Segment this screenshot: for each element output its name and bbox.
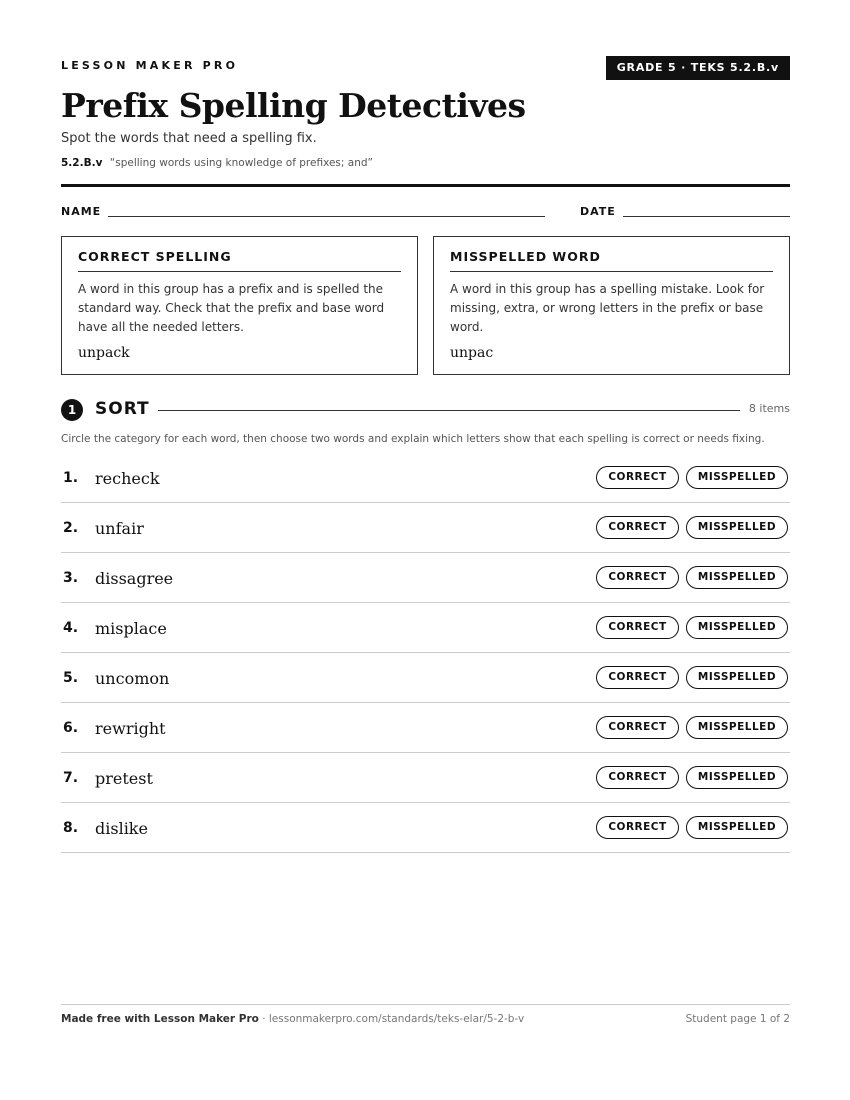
list-item [61, 653, 790, 703]
item-number: 2. [63, 520, 79, 536]
brand-name: LESSON MAKER PRO [61, 59, 239, 72]
item-number: 5. [63, 670, 79, 686]
name-label: NAME [61, 205, 102, 218]
sort-item-list [61, 453, 790, 853]
misspelled-option[interactable]: MISSPELLED [686, 766, 788, 789]
list-item [61, 603, 790, 653]
correct-option[interactable]: CORRECT [596, 816, 679, 839]
section-number-badge: 1 [61, 399, 83, 421]
standard-code: 5.2.B.v [61, 157, 103, 169]
box-heading: MISSPELLED WORD [450, 249, 773, 272]
page-title: Prefix Spelling Detectives [61, 86, 526, 125]
list-item [61, 803, 790, 853]
correct-option[interactable]: CORRECT [596, 466, 679, 489]
sort-instructions: Circle the category for each word, then choose two words and explain which letters show that each spelling is correct or needs fixing. [61, 433, 765, 445]
misspelled-option[interactable]: MISSPELLED [686, 466, 788, 489]
item-word: pretest [95, 769, 153, 788]
box-example-word: unpac [450, 345, 494, 361]
header-divider [61, 184, 790, 187]
item-word: dissagree [95, 569, 174, 588]
standard-line [61, 157, 373, 169]
standard-text: “spelling words using knowledge of prefixes; and” [109, 157, 373, 169]
footer-url: · lessonmakerpro.com/standards/teks-elar/5-2-b-v [258, 1013, 525, 1025]
correct-option[interactable]: CORRECT [596, 766, 679, 789]
item-number: 8. [63, 820, 79, 836]
box-description: A word in this group has a prefix and is spelled the standard way. Check that the prefix and base word have all the needed letters. [78, 282, 385, 334]
footer-made-with: Made free with Lesson Maker Pro [61, 1013, 259, 1025]
sort-section-header [61, 398, 790, 422]
box-heading: CORRECT SPELLING [78, 249, 401, 272]
name-field[interactable] [108, 216, 545, 217]
top-bar [61, 56, 790, 80]
misspelled-option[interactable]: MISSPELLED [686, 516, 788, 539]
item-word: misplace [95, 619, 167, 638]
correct-option[interactable]: CORRECT [596, 566, 679, 589]
correct-option[interactable]: CORRECT [596, 616, 679, 639]
misspelled-option[interactable]: MISSPELLED [686, 666, 788, 689]
item-word: dislike [95, 819, 148, 838]
item-number: 6. [63, 720, 79, 736]
list-item [61, 453, 790, 503]
item-word: unfair [95, 519, 144, 538]
item-number: 1. [63, 470, 79, 486]
footer-divider [61, 1004, 790, 1005]
list-item [61, 753, 790, 803]
section-divider [158, 410, 740, 411]
item-number: 4. [63, 620, 79, 636]
item-word: recheck [95, 469, 160, 488]
misspelled-option[interactable]: MISSPELLED [686, 566, 788, 589]
item-number: 7. [63, 770, 79, 786]
misspelled-option[interactable]: MISSPELLED [686, 816, 788, 839]
box-example-word: unpack [78, 345, 130, 361]
list-item [61, 703, 790, 753]
correct-option[interactable]: CORRECT [596, 666, 679, 689]
section-title: SORT [95, 399, 150, 419]
misspelled-option[interactable]: MISSPELLED [686, 716, 788, 739]
item-word: rewright [95, 719, 166, 738]
item-count: 8 items [748, 402, 790, 415]
page-subtitle: Spot the words that need a spelling fix. [61, 131, 317, 146]
list-item [61, 503, 790, 553]
footer-credit [61, 1013, 524, 1025]
date-label: DATE [580, 205, 616, 218]
misspelled-option[interactable]: MISSPELLED [686, 616, 788, 639]
item-word: uncomon [95, 669, 170, 688]
footer-page-number: Student page 1 of 2 [685, 1013, 790, 1025]
list-item [61, 553, 790, 603]
correct-option[interactable]: CORRECT [596, 716, 679, 739]
box-description: A word in this group has a spelling mistake. Look for missing, extra, or wrong letters in the prefix or base word. [450, 282, 765, 334]
worksheet-page [61, 0, 790, 1100]
correct-spelling-box [61, 236, 418, 375]
date-field[interactable] [623, 216, 790, 217]
item-number: 3. [63, 570, 79, 586]
grade-badge: GRADE 5 · TEKS 5.2.B.v [606, 56, 790, 80]
name-date-row [61, 205, 790, 219]
correct-option[interactable]: CORRECT [596, 516, 679, 539]
misspelled-word-box [433, 236, 790, 375]
